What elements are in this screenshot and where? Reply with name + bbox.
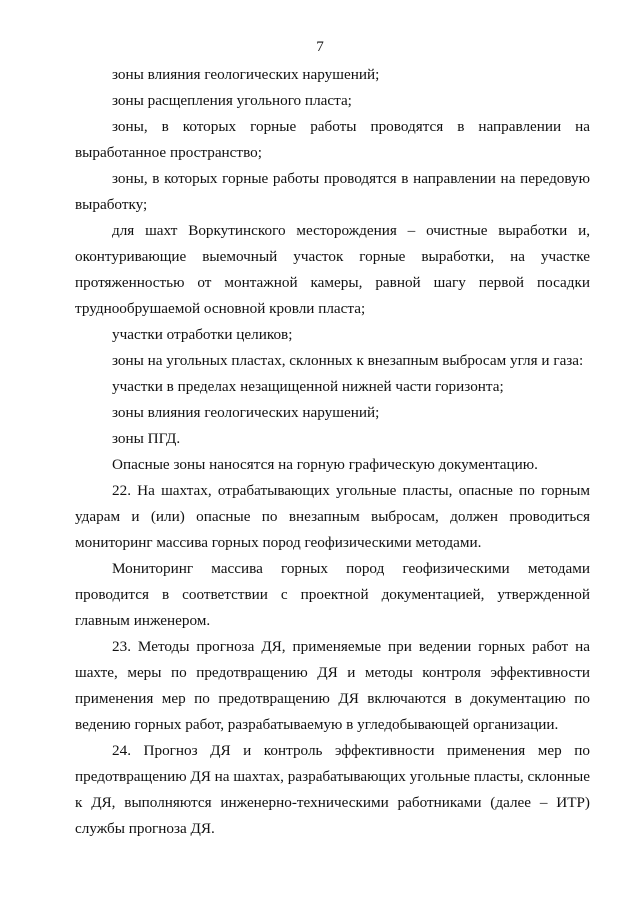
paragraph: зоны влияния геологических нарушений; [112, 404, 380, 421]
paragraph: зоны расщепления угольного пласта; [112, 92, 352, 109]
paragraph: Мониторинг массива горных пород геофизическими методами проводится в соответствии с проектной документацией, утвержденной главным инженером. [75, 560, 590, 629]
paragraph: зоны, в которых горные работы проводятся в направлении на передовую выработку; [75, 170, 590, 213]
paragraph: зоны, в которых горные работы проводятся в направлении на выработанное пространство; [75, 118, 590, 161]
paragraph: зоны на угольных пластах, склонных к внезапным выбросам угля и газа: [112, 352, 584, 369]
paragraph: участки в пределах незащищенной нижней части горизонта; [112, 378, 504, 395]
paragraph: участки отработки целиков; [112, 326, 293, 343]
paragraph: 23. Методы прогноза ДЯ, применяемые при ведении горных работ на шахте, меры по предотвращению ДЯ и методы контроля эффективности применения мер по предотвращению ДЯ включаются в документацию по ведению горных работ, разрабатываемую в угледобывающей организации. [75, 638, 590, 733]
paragraph: 22. На шахтах, отрабатывающих угольные пласты, опасные по горным ударам и (или) опасные по внезапным выбросам, должен проводиться мониторинг массива горных пород геофизическими методами. [75, 482, 590, 551]
paragraph: зоны ПГД. [112, 430, 181, 447]
page-number: 7 [316, 38, 324, 55]
paragraph: для шахт Воркутинского месторождения – очистные выработки и, оконтуривающие выемочный участок горные выработки, на участке протяженностью от монтажной камеры, равной шагу первой посадки труднообрушаемой основной кровли пласта; [75, 222, 590, 317]
document-body [75, 62, 590, 842]
paragraph: Опасные зоны наносятся на горную графическую документацию. [112, 456, 538, 473]
paragraph: зоны влияния геологических нарушений; [112, 66, 380, 83]
paragraph: 24. Прогноз ДЯ и контроль эффективности применения мер по предотвращению ДЯ на шахтах, разрабатывающих угольные пласты, склонные к ДЯ, выполняются инженерно-техническими работниками (далее – ИТР) службы прогноза ДЯ. [75, 742, 590, 837]
